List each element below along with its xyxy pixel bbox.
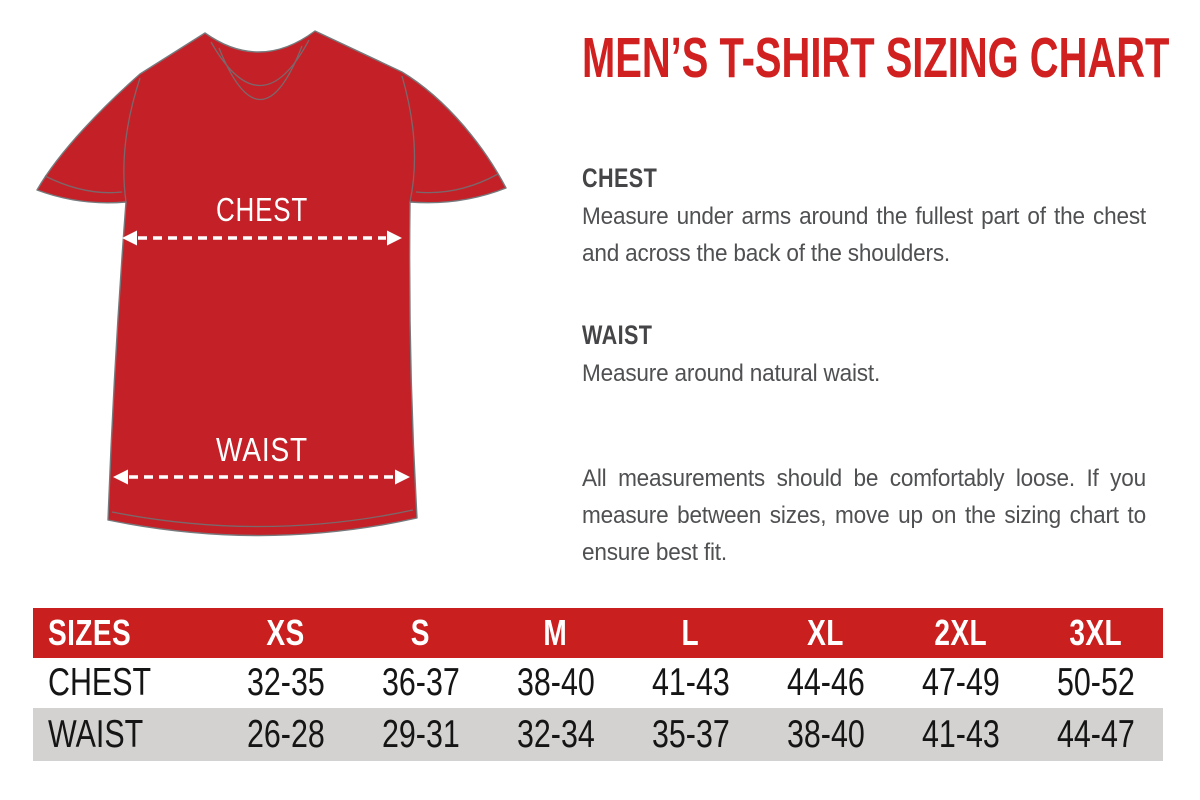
col-header-xl: XL: [758, 608, 893, 658]
waist-l-cell: 35-37: [623, 708, 758, 761]
col-header-m: M: [488, 608, 623, 658]
col-header-sizes: SIZES: [33, 608, 218, 658]
tshirt-illustration: [0, 0, 540, 600]
tshirt-graphic: [0, 0, 540, 600]
chest-section-body: Measure under arms around the fullest part of the chest and across the back of the shoulders.: [582, 203, 1146, 267]
waist-xs-cell: 26-28: [218, 708, 353, 761]
waist-xl-cell: 38-40: [758, 708, 893, 761]
col-header-2xl: 2XL: [893, 608, 1028, 658]
chest-l-cell: 41-43: [623, 658, 758, 708]
waist-m-cell: 32-34: [488, 708, 623, 761]
waist-3xl-cell: 44-47: [1028, 708, 1163, 761]
waist-2xl-cell: 41-43: [893, 708, 1028, 761]
col-header-3xl: 3XL: [1028, 608, 1163, 658]
chest-xs-cell: 32-35: [218, 658, 353, 708]
chest-s-cell: 36-37: [353, 658, 488, 708]
waist-section-heading: WAIST: [582, 320, 653, 350]
chest-3xl-cell: 50-52: [1028, 658, 1163, 708]
row-label-chest: CHEST: [33, 658, 218, 708]
chest-2xl-cell: 47-49: [893, 658, 1028, 708]
chest-m-cell: 38-40: [488, 658, 623, 708]
col-header-xs: XS: [218, 608, 353, 658]
chest-section-heading: CHEST: [582, 163, 658, 193]
spacer: [582, 442, 1167, 460]
waist-s-cell: 29-31: [353, 708, 488, 761]
waist-measure-label: WAIST: [216, 431, 308, 468]
fit-note: All measurements should be comfortably loose. If you measure between sizes, move up on the sizing chart to ensure best fit.: [582, 465, 1146, 566]
info-column: [582, 26, 1170, 571]
row-label-waist: WAIST: [33, 708, 218, 761]
chest-measure-label: CHEST: [216, 191, 308, 228]
waist-section-body: Measure around natural waist.: [582, 360, 881, 387]
sizing-table: [33, 608, 1163, 761]
chest-xl-cell: 44-46: [758, 658, 893, 708]
col-header-s: S: [353, 608, 488, 658]
page-title: MEN’S T-SHIRT SIZING CHART: [582, 26, 1170, 90]
col-header-l: L: [623, 608, 758, 658]
